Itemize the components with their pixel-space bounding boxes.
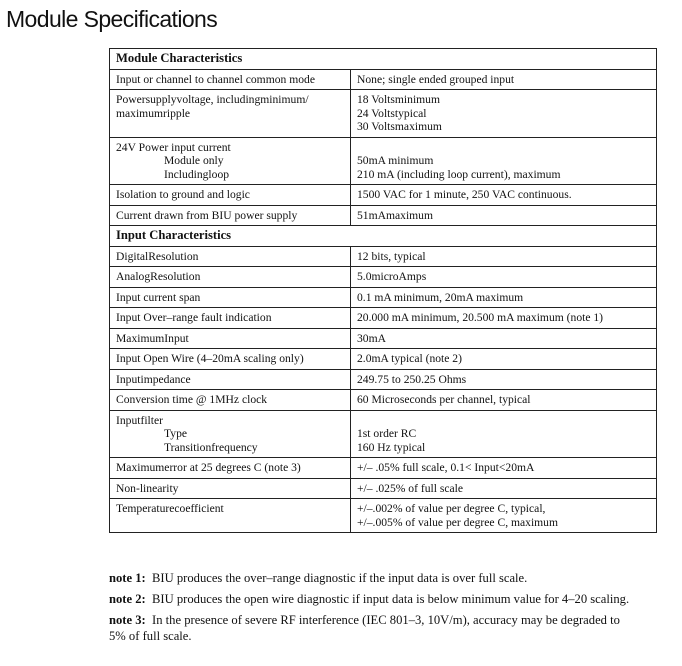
value-line: 12 bits, typical <box>357 249 426 263</box>
row-value <box>351 267 657 288</box>
note-3 <box>109 612 639 644</box>
table-row <box>110 205 657 226</box>
row-value <box>351 246 657 267</box>
label-line: Isolation to ground and logic <box>116 188 250 201</box>
label-line: Input Open Wire (4–20mA scaling only) <box>116 352 304 365</box>
section-heading: Input Characteristics <box>110 226 657 247</box>
row-label <box>110 185 351 206</box>
row-value <box>351 287 657 308</box>
label-line: Input Over–range fault indication <box>116 311 272 324</box>
label-line: Input current span <box>116 290 201 304</box>
label-line: Module only <box>164 154 224 167</box>
table-row <box>110 267 657 288</box>
table-row <box>110 478 657 499</box>
value-line: 210 mA (including loop current), maximum <box>357 167 561 181</box>
value-line: 2.0mA typical (note 2) <box>357 352 462 365</box>
label-line: Input or channel to channel common mode <box>116 72 315 86</box>
row-value <box>351 349 657 370</box>
row-value <box>351 478 657 499</box>
row-value <box>351 205 657 226</box>
label-line: Inputimpedance <box>116 372 191 386</box>
spec-table <box>109 48 657 533</box>
label-line: Includingloop <box>164 167 230 181</box>
section-header <box>110 226 657 247</box>
section-heading: Module Characteristics <box>110 49 657 70</box>
row-label <box>110 205 351 226</box>
note-label: note 1: <box>109 571 146 585</box>
row-value <box>351 410 657 458</box>
value-line: 30 Voltsmaximum <box>357 120 442 133</box>
row-label <box>110 246 351 267</box>
label-line: Type <box>164 427 188 440</box>
table-row <box>110 69 657 90</box>
value-line: 24 Voltstypical <box>357 106 427 120</box>
row-value <box>351 137 657 185</box>
notes <box>109 570 639 649</box>
value-line: 30mA <box>357 331 386 345</box>
value-line: +/– .05% full scale, 0.1< Input<20mA <box>357 461 535 474</box>
table-row <box>110 328 657 349</box>
value-line: None; single ended grouped input <box>357 72 515 86</box>
table-row <box>110 137 657 185</box>
value-line: +/–.002% of value per degree C, typical, <box>357 502 546 515</box>
note-2 <box>109 591 639 607</box>
note-text: BIU produces the over–range diagnostic if the input data is over full scale. <box>152 571 528 585</box>
row-value <box>351 458 657 479</box>
label-line: Non-linearity <box>116 481 179 495</box>
row-label <box>110 308 351 329</box>
row-label <box>110 287 351 308</box>
table-row <box>110 390 657 411</box>
label-line: Inputfilter <box>116 413 164 427</box>
row-label <box>110 349 351 370</box>
row-label <box>110 410 351 458</box>
table-row <box>110 308 657 329</box>
value-line: 51mAmaximum <box>357 208 433 222</box>
label-line: 24V Power input current <box>116 140 231 154</box>
label-line: DigitalResolution <box>116 249 199 263</box>
row-value <box>351 90 657 138</box>
label-line: Maximumerror at 25 degrees C (note 3) <box>116 461 301 474</box>
value-line: +/–.005% of value per degree C, maximum <box>357 515 558 529</box>
row-value <box>351 308 657 329</box>
row-value <box>351 390 657 411</box>
row-label <box>110 369 351 390</box>
label-line: Conversion time @ 1MHz clock <box>116 393 268 406</box>
table-row <box>110 349 657 370</box>
row-value <box>351 69 657 90</box>
section-header <box>110 49 657 70</box>
table-row <box>110 499 657 533</box>
label-line: AnalogResolution <box>116 270 201 283</box>
value-line: 160 Hz typical <box>357 440 426 454</box>
table-row <box>110 369 657 390</box>
label-line: Temperaturecoefficient <box>116 502 224 515</box>
row-label <box>110 458 351 479</box>
note-label: note 2: <box>109 592 146 606</box>
table-row <box>110 90 657 138</box>
note-label: note 3: <box>109 613 146 627</box>
row-value <box>351 185 657 206</box>
value-line: 50mA minimum <box>357 154 434 167</box>
value-line: 1500 VAC for 1 minute, 250 VAC continuous. <box>357 188 572 201</box>
label-line: MaximumInput <box>116 331 189 345</box>
row-value <box>351 369 657 390</box>
row-label <box>110 499 351 533</box>
row-label <box>110 90 351 138</box>
label-line: maximumripple <box>116 106 191 120</box>
row-label <box>110 328 351 349</box>
note-text: In the presence of severe RF interference (IEC 801–3, 10V/m), accuracy may be degraded to 5% of full scale. <box>109 613 620 643</box>
value-line: 249.75 to 250.25 Ohms <box>357 372 467 386</box>
row-label <box>110 69 351 90</box>
table-row <box>110 246 657 267</box>
row-value <box>351 499 657 533</box>
value-line: 18 Voltsminimum <box>357 93 441 106</box>
label-line: Current drawn from BIU power supply <box>116 208 298 222</box>
value-line: 5.0microAmps <box>357 270 427 283</box>
row-label <box>110 478 351 499</box>
note-1 <box>109 570 639 586</box>
page-title: Module Specifications <box>6 6 218 32</box>
label-line: Powersupplyvoltage, includingminimum/ <box>116 93 309 106</box>
value-line: 0.1 mA minimum, 20mA maximum <box>357 290 524 304</box>
table-row <box>110 410 657 458</box>
value-line: 20.000 mA minimum, 20.500 mA maximum (note 1) <box>357 311 604 324</box>
label-line: Transitionfrequency <box>164 440 258 454</box>
row-label <box>110 390 351 411</box>
note-text: BIU produces the open wire diagnostic if input data is below minimum value for 4–20 scaling. <box>152 592 630 606</box>
value-line: 60 Microseconds per channel, typical <box>357 393 531 406</box>
table-row <box>110 185 657 206</box>
value-line: +/– .025% of full scale <box>357 481 464 495</box>
row-label <box>110 267 351 288</box>
table-row <box>110 287 657 308</box>
row-value <box>351 328 657 349</box>
value-line: 1st order RC <box>357 427 417 440</box>
row-label <box>110 137 351 185</box>
table-row <box>110 458 657 479</box>
